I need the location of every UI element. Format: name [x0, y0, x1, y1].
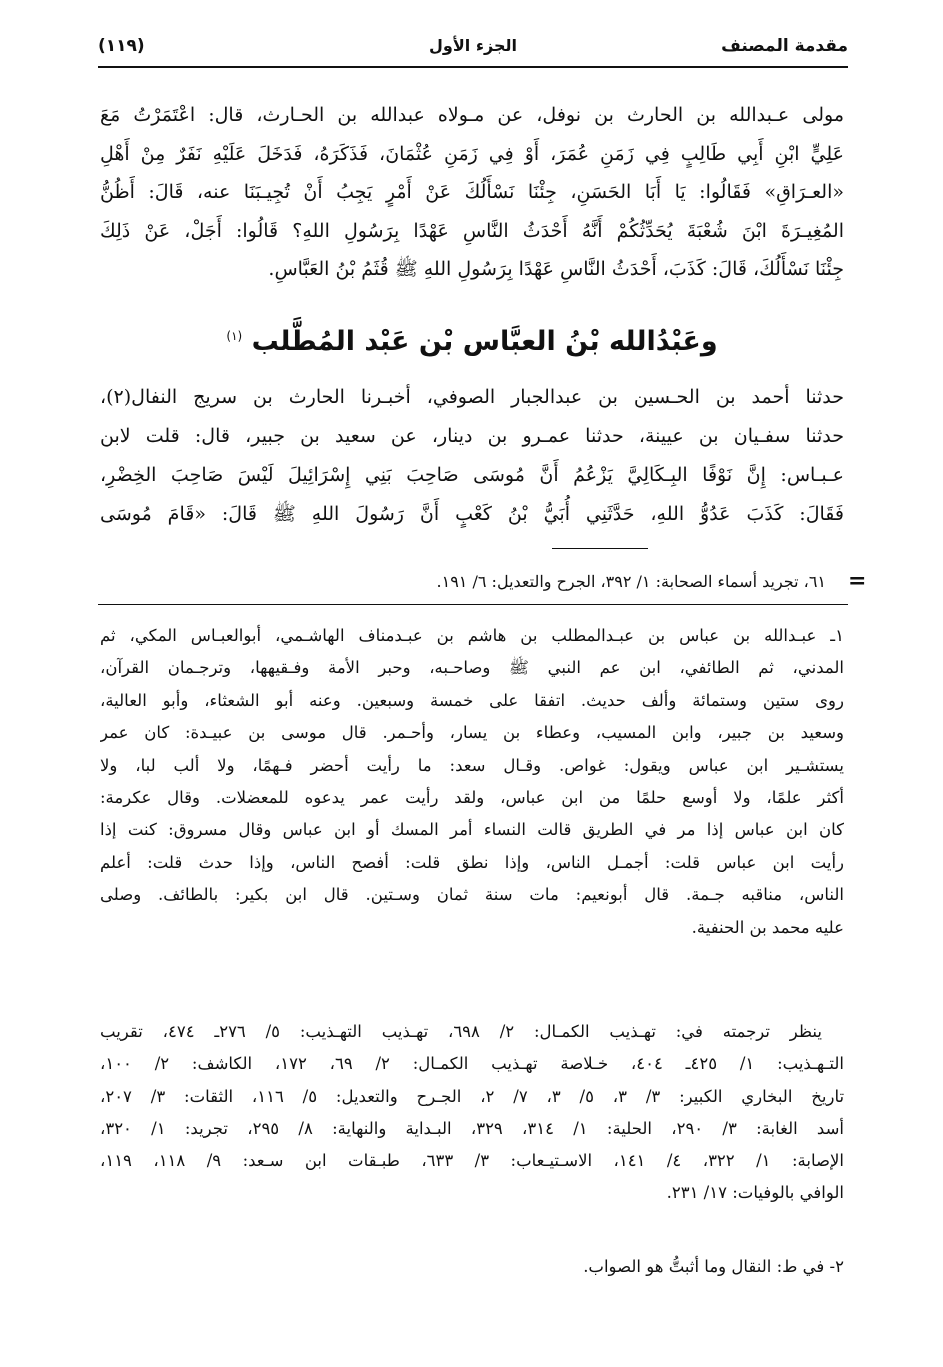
footnote-line: ٢- في ط: النقال وما أثبتُّ هو الصواب.: [583, 1257, 844, 1276]
footnote-line: الوافي بالوفيات: ١٧/ ٢٣١.: [666, 1183, 844, 1203]
footnote-line: ١ـ عبـدالله بن عباس بن عبـدالمطلب بن هاشم بن عبـدمناف الهاشـمي، أبوالعبـاس المكي، ثم: [100, 626, 844, 645]
footnote-2: [100, 1252, 844, 1282]
page-number: (١١٩): [98, 36, 145, 56]
footnote-line: يستشـير ابن عباس ويقول: غواص. وقـال سعد: ما رأيت أحضر فـهمًا، ولا ألب لبا، ولا: [100, 755, 844, 775]
footnote-line: كان ابن عباس إذا مر في الطريق قالت النساء أمر المسك أو ابن عباس وقال مسروق: كنت إذا: [100, 820, 844, 840]
footnote-line: رأيت ابن عباس قلت: أجمـل الناس، وإذا نطق قلت: أفصح الناس، وإذا حدث قلت: أعلم: [100, 852, 844, 872]
footnote-line: التـهـذيب: ١/ ٤٢٥ـ ٤٠٤، خـلاصة تهـذيب الكمـال: ٢/ ٦٩، ١٧٢، الكاشف: ٢/ ١٠٠،: [100, 1054, 844, 1074]
page-header: [98, 34, 848, 62]
footnote-line: الناس، مناقبه جـمة. قال أبونعيم: مات سنة ثمان وسـتين. قال ابن بكير: بالطائف. وصلى: [100, 885, 844, 905]
footnote-line: الإصابة: ١/ ٣٢٢، ٤/ ١٤١، الاسـتيـعاب: ٣/ ٦٣٣، طبـقات ابن سـعد: ٩/ ١١٨، ١١٩،: [100, 1151, 844, 1171]
footnote-line: عليه محمد بن الحنفية.: [691, 917, 844, 937]
continuation-mark: =: [848, 568, 867, 594]
text-line: حدثنا أحمد بن الحـسين بن عبدالجبار الصوفي، أخبـرنا الحارث بن سريج النفال(٢)،: [100, 386, 844, 408]
companion-heading: [100, 326, 844, 372]
text-line: «العـرَاقِ» فَقَالُوا: يَا أَبَا الحَسَنِ، جِئْنَا نَسْأَلُكَ عَنْ أَمْرٍ يَجِبُ أَنْ تُجِيـبَنَا عنه، قَالَ: أَظُنُّ: [100, 181, 844, 203]
footnote-line: أكثر علمًا، ولا أوسع حلمًا من ابن عباس، ولقد رأيت عمر يدعوه للمعضلات. وقال عكرمة:: [100, 787, 844, 807]
hadith-reference: ٦١، تجريد أسماء الصحابة: ١/ ٣٩٢، الجرح والتعديل: ٦/ ١٩١.: [436, 572, 826, 591]
main-text-block-2: [100, 378, 844, 534]
text-line: المُغِيـرَةَ ابْنَ شُعْبَةَ يُحَدِّثُكُمْ أَنَّهُ أَحْدَثُ النَّاسِ عَهْدًا بِرَسُولِ اللهِ؟ قَالُوا: أَجَلْ، عَنْ ذَلِكَ: [100, 219, 844, 242]
footnote-line: ينظر ترجمته في: تهـذيب الكمـال: ٢/ ٦٩٨، تهـذيب التهـذيب: ٥/ ٢٧٦ـ ٤٧٤، تقريب: [100, 1022, 822, 1041]
footnote-1-sources: [100, 1016, 844, 1210]
text-line: جِئْنَا نَسْأَلُكَ، قَالَ: كَذَبَ، أَحْدَثُ النَّاسِ عَهْدًا بِرَسُولِ اللهِ ﷺ قُثَمُ بْنُ العَبَّاسِ.: [268, 258, 844, 280]
footnote-line: تاريخ البخاري الكبير: ٣/ ٣، ٥/ ٣، ٧/ ٢، الجـرح والتعديل: ٥/ ١١٦، الثقات: ٣/ ٢٠٧،: [100, 1086, 844, 1106]
footnote-rule: [98, 604, 848, 605]
footnote-line: وسعيد بن جبير، وابن المسيب، وعطاء بن يسار، وأحـمر. قال موسى بن عبيـدة: كان عمر: [100, 723, 844, 743]
main-text-block-1: [100, 96, 844, 289]
footnote-1: [100, 620, 844, 944]
text-line: عَلِيٍّ ابْنِ أَبِي طَالِبٍ فِي زَمَنِ عُمَرَ، أَوْ فِي زَمَنِ عُثْمَانَ، فَذَكَرَهُ، فَدَخَلَ عَلَيْهِ نَفَرٌ مِنْ أَهْلِ: [100, 142, 844, 165]
footnote-line: روى ستين وستمائة وألف حديث. اتفقا على خمسة وسبعين. وعنه أبو الشعثاء، وأبو العالية،: [100, 690, 844, 710]
heading-footnote-marker: (١): [226, 329, 243, 343]
text-underline: [552, 548, 648, 549]
heading-title: وعَبْدُالله بْنُ العبَّاس بْن عَبْد المُطَّلب: [251, 326, 718, 357]
footnote-line: المدني، ثم الطائفي، ابن عم النبي ﷺ وصاحـبه، وحبر الأمة وفـقيهها، وترجـمان القرآن،: [100, 658, 844, 678]
section-title: مقدمة المصنف: [721, 36, 848, 56]
volume-title: الجزء الأول: [429, 36, 517, 55]
footnote-line: أسد الغابة: ٣/ ٢٩٠، الحلية: ١/ ٣١٤، ٣٢٩، البـداية والنهاية: ٨/ ٢٩٥، تجريد: ١/ ٣٢٠،: [100, 1118, 844, 1138]
text-line: مولى عـبدالله بن الحارث بن نوفل، عن مـولاه عبدالله بن الحـارث، قال: اعْتَمَرْتُ مَعَ: [100, 104, 844, 126]
text-line: فَقَالَ: كَذَبَ عَدُوُّ اللهِ، حَدَّثَنِي أُبَيُّ بْنُ كَعْبٍ أَنَّ رَسُولَ اللهِ ﷺ قَالَ: «قَامَ مُوسَى: [100, 503, 844, 525]
text-line: حدثنا سفـيان بن عيينة، حدثنا عمـرو بن دينار، عن سعيد بن جبير، قال: قلت لابن: [100, 425, 844, 447]
text-line: عـبـاس: إِنَّ نَوْفًا البِـكَالِيَّ يَزْعُمُ أَنَّ مُوسَى صَاحِبَ بَنِي إِسْرَائِيلَ لَيْسَ صَاحِبَ الخِضْرِ،: [100, 464, 844, 486]
header-rule: [98, 66, 848, 68]
